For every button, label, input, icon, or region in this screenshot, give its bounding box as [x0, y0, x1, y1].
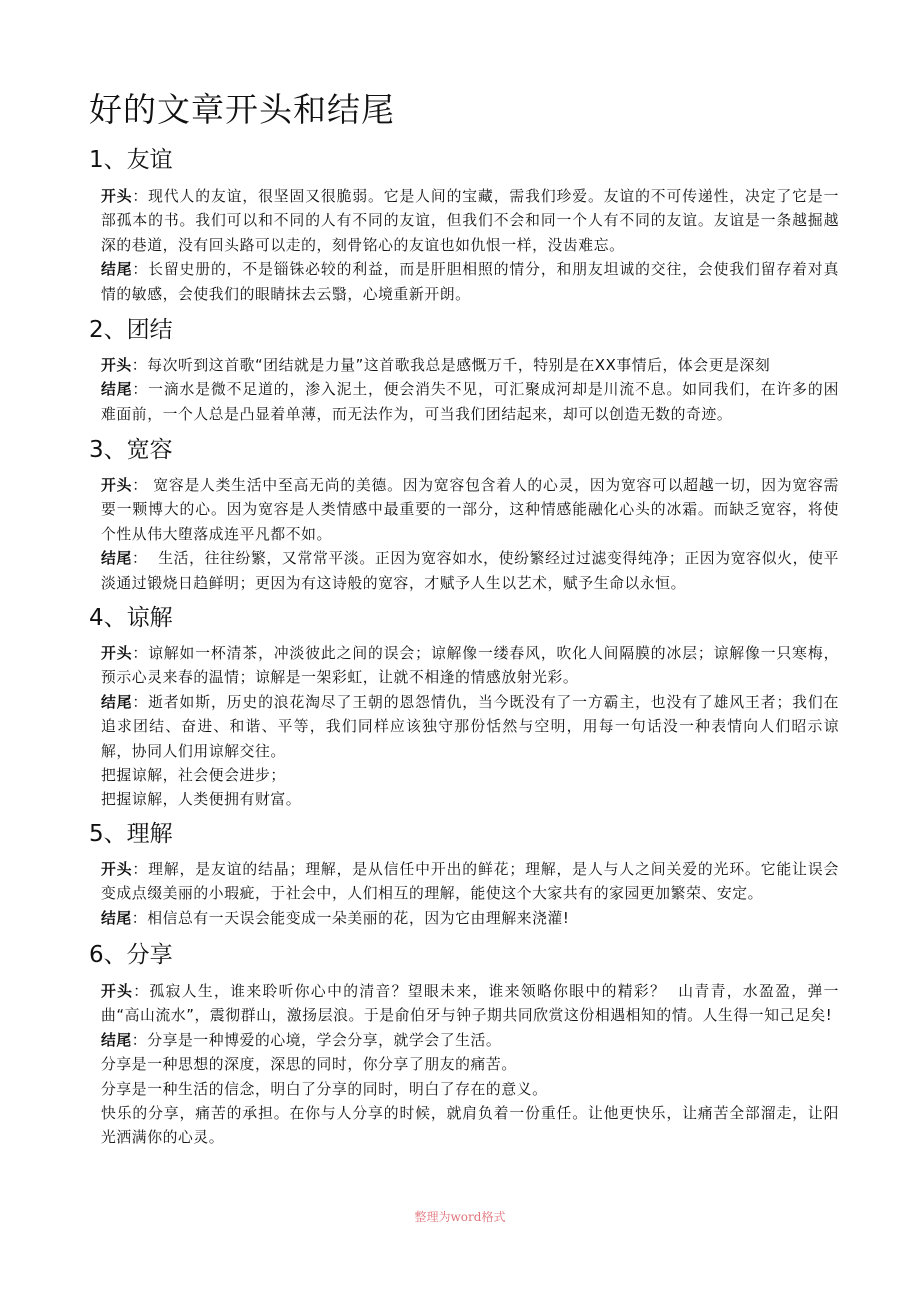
section-body-unity [101, 354, 839, 427]
paragraph-label: 结尾 [101, 550, 132, 568]
paragraph-label: 开头 [101, 645, 133, 662]
paragraph-text: 快乐的分享，痛苦的承担。在你与人分享的时候，就肩负着一份重任。让他更快乐，让痛苦全部溜走，让阳光洒满你的心灵。 [101, 1105, 839, 1147]
paragraph [101, 691, 839, 764]
paragraph [101, 1078, 839, 1102]
label-separator: ： [132, 861, 149, 878]
section-heading-friendship: 1、友谊 [89, 147, 173, 173]
section-body-friendship [101, 185, 839, 307]
paragraph-label: 结尾 [101, 381, 133, 399]
paragraph [101, 258, 839, 307]
paragraph-text: 现代人的友谊，很坚固又很脆弱。它是人间的宝藏，需我们珍爱。友谊的不可传递性，决定了它是一部孤本的书。我们可以和不同的人有不同的友谊，但我们不会和同一个人有不同的友谊。友谊是一条越掘越深的巷道，没有回头路可以走的，刻骨铭心的友谊也如仇恨一样，没齿难忘。 [101, 188, 840, 254]
section-heading-tolerance: 3、宽容 [89, 437, 173, 463]
label-separator: ： [132, 645, 149, 662]
paragraph-text: 分享是一种博爱的心境，学会分享，就学会了生活。 [147, 1031, 502, 1049]
paragraph-text: 每次听到这首歌“团结就是力量”这首歌我总是感慨万千，特别是在XX事情后，体会更是深刻 [147, 357, 771, 374]
paragraph-text: 逝者如斯，历史的浪花淘尽了王朝的恩怨情仇，当今既没有了一方霸主，也没有了雄风王者；我们在追求团结、奋进、和谐、平等，我们同样应该独守那份恬然与空明，用每一句话没一种表情向人们昭示谅解，协同人们用谅解交往。 [101, 693, 840, 760]
paragraph [101, 788, 839, 812]
paragraph-label: 结尾 [101, 693, 133, 711]
section-body-tolerance [101, 474, 839, 596]
paragraph-label: 结尾 [101, 261, 133, 279]
paragraph [101, 858, 839, 907]
section-heading-unity: 2、团结 [89, 317, 173, 343]
section-heading-understanding: 4、谅解 [89, 605, 173, 631]
label-separator: ： [131, 1031, 148, 1049]
paragraph-label: 开头 [101, 983, 134, 1000]
paragraph-text: 生活，往往纷繁，又常常平淡。正因为宽容如水，使纷繁经过过滤变得纯净；正因为宽容似火，使平淡通过锻烧日趋鲜明；更因为有这诗般的宽容，才赋予人生以艺术，赋予生命以永恒。 [101, 550, 840, 592]
label-separator: ： [132, 477, 154, 494]
paragraph [101, 547, 839, 596]
label-separator: ： [132, 693, 149, 711]
paragraph-text: 宽容是人类生活中至高无尚的美德。因为宽容包含着人的心灵，因为宽容可以超越一切，因为宽容需要一颗博大的心。因为宽容是人类情感中最重要的一部分，这种情感能融化心头的冰霜。而缺乏宽容，将使个性从伟大堕落成连平凡都不如。 [101, 477, 840, 543]
paragraph-text: 长留史册的，不是锱铢必较的利益，而是肝胆相照的情分，和朋友坦诚的交往，会使我们留存着对真情的敏感，会使我们的眼睛抹去云翳，心境重新开朗。 [101, 261, 840, 303]
paragraph [101, 764, 839, 788]
label-separator: ： [131, 550, 159, 568]
paragraph-text: 谅解如一杯清茶，冲淡彼此之间的误会；谅解像一缕春风，吹化人间隔膜的冰层；谅解像一只寒梅，预示心灵来春的温情；谅解是一架彩虹，让就不相逢的情感放射光彩。 [101, 645, 840, 687]
paragraph [101, 980, 839, 1029]
section-body-sharing [101, 980, 839, 1151]
label-separator: ： [132, 261, 149, 279]
label-separator: ： [131, 357, 148, 374]
paragraph-text: 孤寂人生，谁来聆听你心中的清音？望眼未来，谁来领略你眼中的精彩？ 山青青，水盈盈，弹一曲“高山流水”，震彻群山，激扬层浪。于是俞伯牙与钟子期共同欣赏这份相遇相知的情。人生得一知己足矣! [101, 983, 839, 1025]
paragraph-label: 开头 [101, 188, 133, 205]
paragraph-text: 相信总有一天误会能变成一朵美丽的花，因为它由理解来浇灌! [147, 909, 570, 927]
label-separator: ： [133, 983, 150, 1000]
paragraph [101, 642, 839, 691]
footer-note: 整理为word格式 [414, 1210, 506, 1224]
paragraph [101, 1102, 839, 1151]
section-heading-comprehension: 5、理解 [89, 821, 173, 847]
section-heading-sharing: 6、分享 [89, 942, 173, 968]
paragraph-label: 开头 [101, 861, 133, 878]
paragraph-label: 开头 [101, 357, 132, 374]
paragraph [101, 1053, 839, 1077]
label-separator: ： [131, 909, 148, 927]
paragraph [101, 474, 839, 547]
paragraph [101, 1029, 839, 1053]
paragraph-text: 把握谅解，社会便会进步； [101, 767, 286, 785]
paragraph-text: 一滴水是微不足道的，渗入泥土，便会消失不见，可汇聚成河却是川流不息。如同我们，在许多的困难面前，一个人总是凸显着单薄，而无法作为，可当我们团结起来，却可以创造无数的奇迹。 [101, 381, 840, 423]
paragraph-text: 把握谅解，人类便拥有财富。 [101, 791, 302, 809]
paragraph-text: 理解，是友谊的结晶；理解，是从信任中开出的鲜花；理解，是人与人之间关爱的光环。它能让误会变成点缀美丽的小瑕疵，于社会中，人们相互的理解，能使这个大家共有的家园更加繁荣、安定。 [101, 861, 840, 903]
paragraph-label: 开头 [101, 477, 133, 494]
paragraph [101, 907, 839, 931]
label-separator: ： [132, 381, 149, 399]
paragraph-text: 分享是一种生活的信念，明白了分享的同时，明白了存在的意义。 [101, 1080, 548, 1098]
paragraph-text: 分享是一种思想的深度，深思的同时，你分享了朋友的痛苦。 [101, 1056, 517, 1074]
section-body-understanding [101, 642, 839, 813]
section-body-comprehension [101, 858, 839, 931]
paragraph [101, 354, 839, 378]
document-title: 好的文章开头和结尾 [89, 90, 395, 129]
paragraph-label: 结尾 [101, 909, 132, 927]
paragraph [101, 185, 839, 258]
label-separator: ： [132, 188, 149, 205]
paragraph [101, 378, 839, 427]
paragraph-label: 结尾 [101, 1031, 132, 1049]
